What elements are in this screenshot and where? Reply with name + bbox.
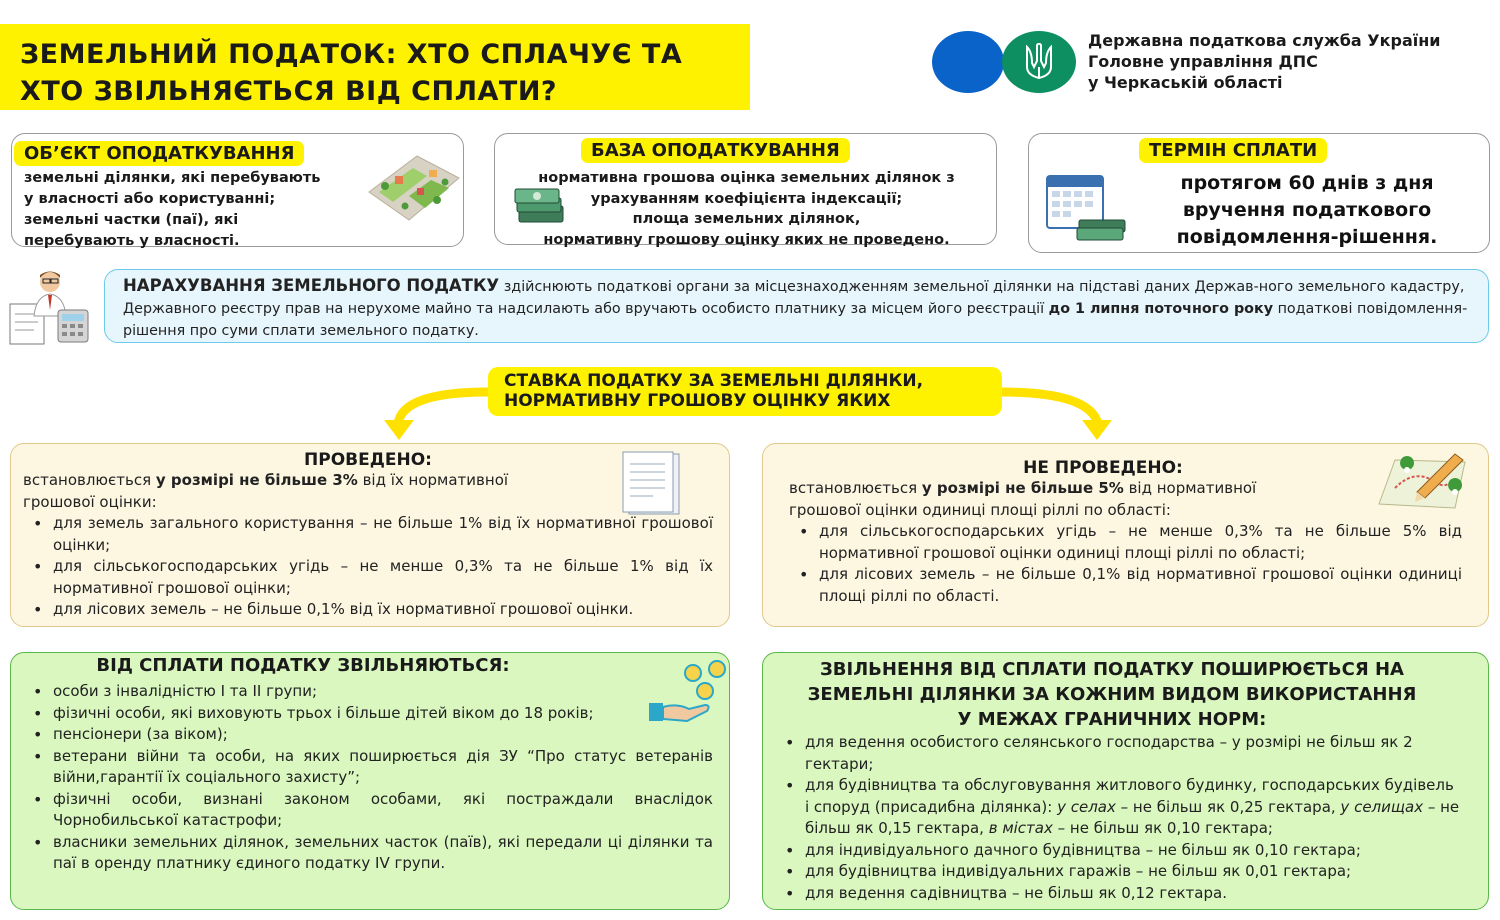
list-item: • для сільськогосподарських угідь – не менше 0,3% та не більше 1% від їх нормативної грошової оцінки;: [23, 556, 713, 599]
base-text: [495, 168, 998, 250]
base-line: урахуванням коефіцієнта індексації;: [590, 190, 903, 207]
agency-name: [1088, 30, 1441, 93]
accountant-icon: [6, 266, 96, 348]
accrual-text-1: здійснюють податкові органи за місцезнаходженням земельної ділянки на підставі даних Держав-ного земельного кадастру, Державного реєстру прав на нерухоме майно та надсилають або вручають особисто платнику за місцем його реєстрації: [123, 279, 1465, 317]
list-item: • для земель загального користування – не більше 1% від їх нормативної грошової оцінки;: [23, 513, 713, 556]
base-card: [494, 133, 997, 248]
term-line: протягом 60 днів з дня: [1180, 172, 1434, 194]
list-item: • для лісових земель – не більше 0,1% від нормативної грошової оцінки одиниці площі ріллі по області.: [789, 564, 1462, 607]
rate-line-2: НОРМАТИВНУ ГРОШОВУ ОЦІНКУ ЯКИХ: [504, 391, 891, 411]
norms-cities: в містах: [988, 819, 1053, 837]
not-assessed-list: [789, 521, 1462, 607]
list-item: • для індивідуального дачного будівництва – не більш як 0,10 гектара;: [775, 840, 1462, 862]
not-assessed-title: НЕ ПРОВЕДЕНО:: [1023, 458, 1183, 478]
rate-not-assessed-box: [762, 443, 1489, 627]
accrual-info-box: [104, 269, 1489, 343]
object-text: [24, 168, 320, 252]
term-line: вручення податкового: [1182, 199, 1432, 221]
base-title: БАЗА ОПОДАТКУВАННЯ: [581, 138, 850, 163]
agency-line-1: Державна податкова служба України: [1088, 31, 1441, 50]
object-line: у власності або користуванні;: [24, 191, 276, 207]
term-line: повідомлення-рішення.: [1176, 226, 1438, 248]
assessed-intro-text: встановлюється: [23, 471, 156, 489]
not-assessed-intro-rate: у розмірі не більше 5%: [921, 479, 1124, 497]
not-assessed-intro-text: встановлюється: [789, 479, 922, 497]
term-title: ТЕРМІН СПЛАТИ: [1139, 138, 1327, 163]
norms-settlements: у селищах: [1340, 797, 1424, 816]
list-item: • пенсіонери (за віком);: [23, 724, 713, 746]
list-item: [775, 775, 1462, 840]
norms-text: для будівництва та обслуговування житлового будинку, господарських будівель і споруд (присадибна ділянка):: [805, 776, 1454, 816]
assessed-intro-text: від їх нормативної грошової оцінки:: [23, 471, 509, 511]
exempt-persons-box: [10, 652, 730, 910]
not-assessed-intro: [789, 478, 1309, 521]
norms-villages: у селах: [1057, 797, 1116, 816]
logo-blue-circle: [932, 31, 1004, 93]
assessed-list: [23, 513, 713, 621]
base-line: площа земельних ділянок,: [632, 211, 861, 227]
list-item: • фізичні особи, визнані законом особами, які постраждали внаслідок Чорнобильської катастрофи;: [23, 789, 713, 832]
norms-text: – не більш як 0,10 гектара;: [1052, 819, 1273, 837]
not-assessed-intro-text: від нормативної грошової оцінки одиниці площі ріллі по області:: [789, 479, 1257, 519]
term-text: [1137, 170, 1477, 251]
rate-line-1: СТАВКА ПОДАТКУ ЗА ЗЕМЕЛЬНІ ДІЛЯНКИ,: [504, 371, 924, 391]
assessed-intro: [23, 470, 553, 513]
assessed-intro-rate: у розмірі не більше 3%: [155, 471, 358, 489]
norms-text: – не більш як 0,15 гектара,: [805, 797, 1460, 837]
term-card: [1028, 133, 1490, 253]
list-item: • для ведення садівництва – не більш як 0,12 гектара.: [775, 883, 1462, 905]
object-title: ОБ’ЄКТ ОПОДАТКУВАННЯ: [14, 141, 304, 166]
object-line: земельні ділянки, які перебувають: [24, 170, 321, 186]
agency-line-2: Головне управління ДПС: [1088, 52, 1318, 71]
accrual-text-2: податкові повідомлення-рішення про суми сплати земельного податку.: [123, 301, 1468, 339]
exempt-list: [23, 681, 713, 875]
rate-title: [488, 367, 1002, 416]
logo-green-circle: [1002, 31, 1076, 93]
accrual-lead: НАРАХУВАННЯ ЗЕМЕЛЬНОГО ПОДАТКУ: [123, 276, 500, 295]
list-item: • для будівництва індивідуальних гаражів – не більш як 0,01 гектара;: [775, 861, 1462, 883]
rate-assessed-box: [10, 443, 730, 627]
trident-icon: [1024, 43, 1054, 81]
base-line: нормативна грошова оцінка земельних ділянок з: [538, 170, 955, 186]
base-line: нормативну грошову оцінку яких не проведено.: [543, 231, 950, 248]
assessed-title: ПРОВЕДЕНО:: [304, 450, 432, 470]
agency-line-3: у Черкаській області: [1088, 73, 1283, 92]
list-item: • для сільськогосподарських угідь – не менше 0,3% та не більше 5% від нормативної грошової оцінки одиниці площі ріллі по області;: [789, 521, 1462, 564]
map-pencil-icon: [1375, 448, 1469, 512]
object-card: [11, 133, 464, 247]
title-banner: [0, 24, 750, 110]
land-plot-map-icon: [365, 148, 461, 228]
list-item: • для лісових земель – не більше 0,1% від їх нормативної грошової оцінки.: [23, 599, 713, 621]
norms-title-line: У МЕЖАХ ГРАНИЧНИХ НОРМ:: [957, 709, 1267, 730]
object-line: земельні частки (паї), які: [24, 212, 239, 228]
list-item: • фізичні особи, які виховують трьох і більше дітей віком до 18 років;: [23, 703, 713, 725]
accrual-deadline: до 1 липня поточного року: [1048, 301, 1274, 317]
document-icon: [613, 450, 683, 516]
norms-title-line: ЗВІЛЬНЕННЯ ВІД СПЛАТИ ПОДАТКУ ПОШИРЮЄТЬСЯ НА: [820, 659, 1404, 680]
list-item: • ветерани війни та особи, на яких поширюється дія ЗУ “Про статус ветеранів війни,гарантії їх соціального захисту”;: [23, 746, 713, 789]
object-line: перебувають у власності.: [24, 233, 240, 249]
norms-title: [767, 657, 1457, 732]
title-line-2: ХТО ЗВІЛЬНЯЄТЬСЯ ВІД СПЛАТИ?: [20, 76, 558, 107]
exempt-title: ВІД СПЛАТИ ПОДАТКУ ЗВІЛЬНЯЮТЬСЯ:: [96, 655, 510, 676]
title-line-1: ЗЕМЕЛЬНИЙ ПОДАТОК: ХТО СПЛАЧУЄ ТА: [20, 39, 683, 70]
norms-list: [775, 732, 1462, 904]
hand-coins-icon: [647, 659, 729, 725]
norms-title-line: ЗЕМЕЛЬНІ ДІЛЯНКИ ЗА КОЖНИМ ВИДОМ ВИКОРИСТАННЯ: [807, 684, 1417, 705]
list-item: • для ведення особистого селянського господарства – у розмірі не більш як 2 гектари;: [775, 732, 1462, 775]
list-item: • власники земельних ділянок, земельних часток (паїв), які передали ці ділянки та паї в оренду платнику єдиного податку IV групи.: [23, 832, 713, 875]
exemption-norms-box: [762, 652, 1489, 910]
list-item: • особи з інвалідністю I та II групи;: [23, 681, 713, 703]
norms-text: – не більш як 0,25 гектара,: [1115, 797, 1341, 816]
calendar-money-icon: [1043, 170, 1129, 246]
